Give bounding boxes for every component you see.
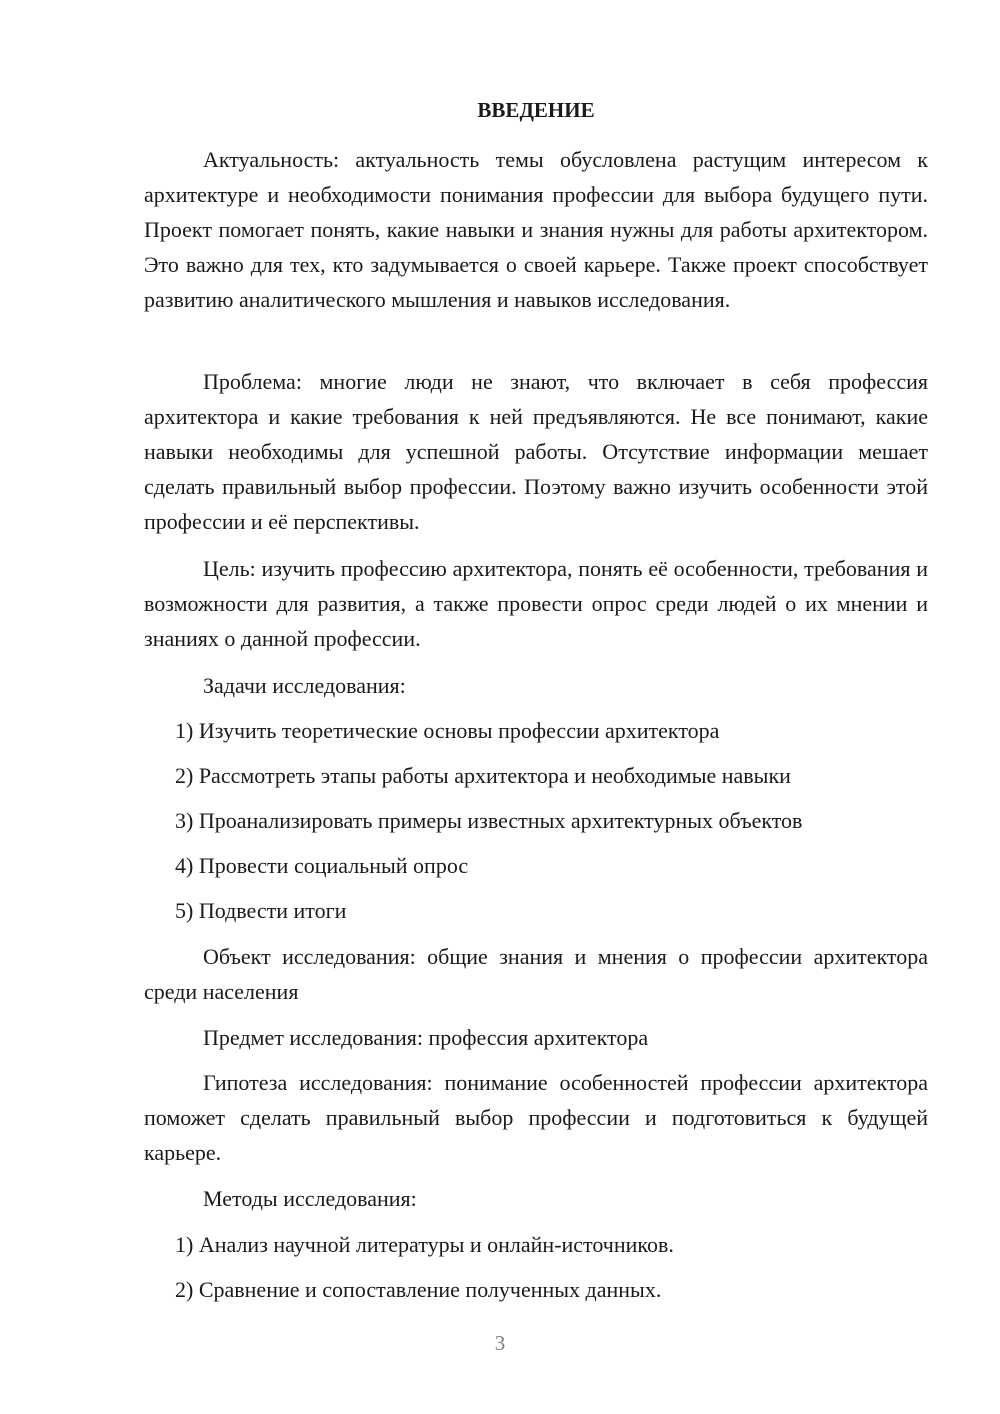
relevance-paragraph: Актуальность: актуальность темы обусловлена растущим интересом к архитектуре и необходимости понимания профессии для выбора будущего пути. Проект помогает понять, какие навыки и знания нужны для работы архитектором. Это важно для тех, кто задумывается о своей карьере. Также проект способствует развитию аналитического мышления и навыков исследования.	[144, 147, 928, 312]
methods-heading: Методы исследования:	[203, 1186, 417, 1211]
task-item: 3) Проанализировать примеры известных архитектурных объектов	[175, 808, 803, 833]
task-item: 1) Изучить теоретические основы профессии архитектора	[175, 718, 720, 743]
goal-paragraph: Цель: изучить профессию архитектора, понять её особенности, требования и возможности для развития, а также провести опрос среди людей о их мнении и знаниях о данной профессии.	[144, 556, 928, 651]
task-item: 5) Подвести итоги	[175, 898, 347, 923]
task-item: 2) Рассмотреть этапы работы архитектора и необходимые навыки	[175, 763, 791, 788]
task-item: 4) Провести социальный опрос	[175, 853, 469, 878]
method-item: 2) Сравнение и сопоставление полученных данных.	[175, 1277, 662, 1302]
method-item: 1) Анализ научной литературы и онлайн-источников.	[175, 1232, 674, 1257]
tasks-heading: Задачи исследования:	[203, 673, 406, 698]
object-paragraph: Объект исследования: общие знания и мнения о профессии архитектора среди населения	[144, 944, 928, 1004]
hypothesis-paragraph: Гипотеза исследования: понимание особенностей профессии архитектора поможет сделать правильный выбор профессии и подготовиться к будущей карьере.	[144, 1070, 928, 1165]
subject-paragraph: Предмет исследования: профессия архитектора	[203, 1025, 649, 1050]
problem-paragraph: Проблема: многие люди не знают, что включает в себя профессия архитектора и какие требования к ней предъявляются. Не все понимают, какие навыки необходимы для успешной работы. Отсутствие информации мешает сделать правильный выбор профессии. Поэтому важно изучить особенности этой профессии и её перспективы.	[144, 369, 928, 534]
page-title: ВВЕДЕНИЕ	[477, 98, 595, 122]
page-number: 3	[494, 1331, 506, 1355]
